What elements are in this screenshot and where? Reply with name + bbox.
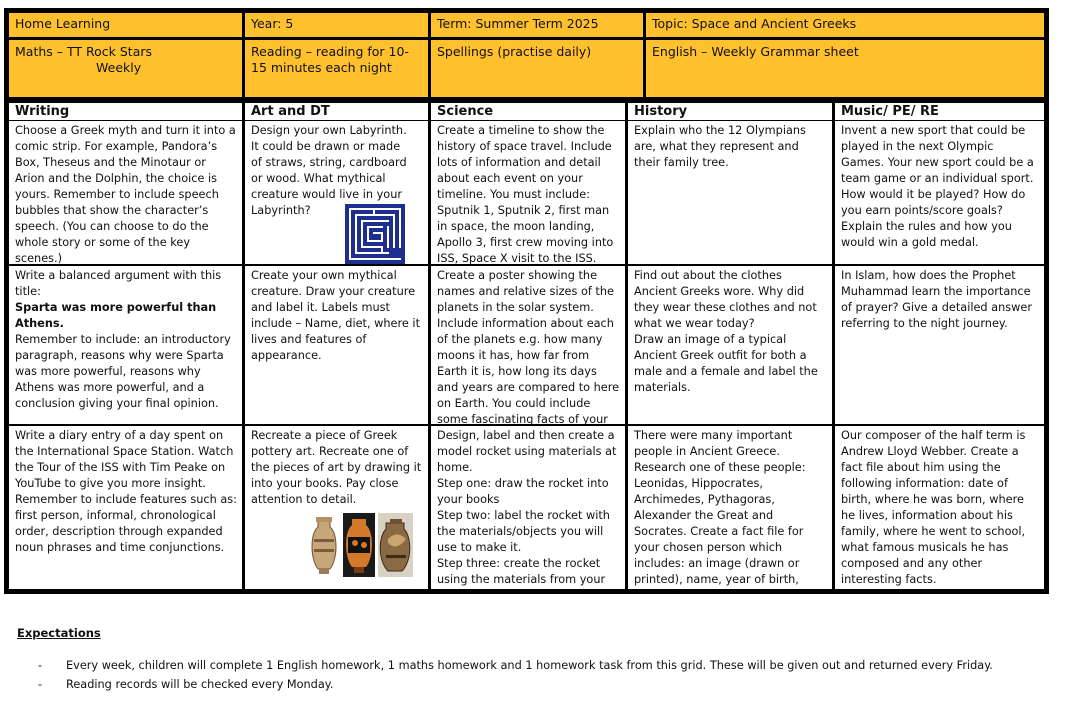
- row2-writing: [9, 266, 242, 424]
- maths-weekly-label: Weekly: [96, 60, 142, 75]
- expectations-bullet-1: [38, 656, 993, 675]
- row1-science: [431, 121, 625, 264]
- row2-history: [628, 266, 832, 424]
- row1-art: [245, 121, 428, 264]
- pottery-vase-2: [343, 513, 375, 577]
- bullet-dash-icon: -: [38, 678, 43, 691]
- row2-music-text: In Islam, how does the Prophet Muhammad learn the importance of prayer? Give a detailed answer referring to the night journey.: [841, 269, 1032, 330]
- header-music: [835, 103, 1044, 120]
- row2-history-text-1: Find out about the clothes Ancient Greeks wore. Why did they wear these clothes and not what we wear today?: [634, 269, 817, 330]
- reading-cell: [245, 40, 428, 97]
- row2-music: [835, 266, 1044, 424]
- row2-writing-title: Sparta was more powerful than Athens.: [15, 301, 217, 330]
- row1-art-text: Design your own Labyrinth. It could be drawn or made of straws, string, cardboard or wood. What mythical creature would live in your Labyrinth?: [251, 124, 407, 217]
- row3-science-text-2: Step one: draw the rocket into your books: [437, 477, 609, 506]
- header-history-label: History: [634, 104, 688, 119]
- header-science-label: Science: [437, 104, 494, 119]
- header-history: [628, 103, 832, 120]
- expectations-list: [38, 656, 993, 694]
- home-learning-label: Home Learning: [15, 16, 111, 31]
- row3-writing: [9, 426, 242, 589]
- topic-cell: [646, 13, 1044, 37]
- row1-music-text-1: Invent a new sport that could be played in the next Olympic Games. Your new sport could be a team game or an individual sport.: [841, 124, 1034, 185]
- spellings-label: Spellings (practise daily): [437, 44, 592, 59]
- year-cell: [245, 13, 428, 37]
- row3-writing-text: Write a diary entry of a day spent on the International Space Station. Watch the Tour of the ISS with Tim Peake on YouTube to give you more insight. Remember to include features such as: first person, informal, chronological order, description through expanded noun phrases and time conjunctions.: [15, 429, 237, 554]
- row3-science: [431, 426, 625, 589]
- reading-label: Reading – reading for 10-15 minutes each night: [251, 44, 409, 75]
- term-label: Term: Summer Term 2025: [437, 16, 599, 31]
- greek-pottery-images: [308, 513, 413, 577]
- row1-music-text-3: Explain the rules and how you would win a gold medal.: [841, 220, 1012, 249]
- home-learning-cell: [9, 13, 242, 37]
- expectations-bullet-2-text: Reading records will be checked every Monday.: [66, 678, 334, 691]
- row3-history-text: There were many important people in Ancient Greece. Research one of these people: Leonidas, Hippocrates, Archimedes, Pythagoras, Alexander the Great and Socrates. Create a fact file for your chosen person which includes: an image (drawn or printed), name, year of birth,: [634, 429, 806, 586]
- row2-science-text: Create a poster showing the names and relative sizes of the planets in the solar system. Include information about each of the planets e.g. how many moons it has, how far from Earth it is, how long its days and years are compared to here on Earth. You could include some fascinating facts of your: [437, 269, 620, 424]
- header-writing-label: Writing: [15, 104, 70, 119]
- row1-writing: [9, 121, 242, 264]
- row3-science-text-3: Step two: label the rocket with the materials/objects you will use to make it.: [437, 509, 610, 554]
- row3-history: [628, 426, 832, 589]
- spellings-cell: [431, 40, 643, 97]
- row1-music: [835, 121, 1044, 264]
- row2-writing-intro: Write a balanced argument with this title:: [15, 269, 222, 298]
- row1-history: [628, 121, 832, 264]
- row3-art-text: Recreate a piece of Greek pottery art. Recreate one of the pieces of art by drawing it into your books. Pay close attention to detail.: [251, 429, 422, 506]
- term-cell: [431, 13, 643, 37]
- year-label: Year: 5: [251, 16, 294, 31]
- row3-art: [245, 426, 428, 589]
- english-cell: [646, 40, 1044, 97]
- header-music-label: Music/ PE/ RE: [841, 104, 939, 119]
- row3-music: [835, 426, 1044, 589]
- expectations-bullet-1-text: Every week, children will complete 1 English homework, 1 maths homework and 1 homework task from this grid. These will be given out and returned every Friday.: [66, 659, 993, 672]
- row3-science-text-4: Step three: create the rocket using the materials from your: [437, 557, 606, 586]
- row3-science-text-1: Design, label and then create a model rocket using materials at home.: [437, 429, 617, 474]
- homework-grid: [4, 8, 1049, 594]
- maths-label: Maths – TT Rock Stars: [15, 44, 153, 59]
- row2-art: [245, 266, 428, 424]
- topic-label: Topic: Space and Ancient Greeks: [652, 16, 857, 31]
- header-science: [431, 103, 625, 120]
- labyrinth-maze-icon: [345, 204, 405, 264]
- header-art: [245, 103, 428, 120]
- expectations-heading: Expectations: [17, 626, 101, 640]
- header-art-label: Art and DT: [251, 104, 330, 119]
- pottery-vase-1: [308, 513, 340, 577]
- row2-science: [431, 266, 625, 424]
- row1-science-text: Create a timeline to show the history of space travel. Include lots of information and detail about each event on your timeline. You must include: Sputnik 1, Sputnik 2, first man in space, the moon landing, Apollo 3, first crew moving into ISS, Space X visit to the ISS.: [437, 124, 614, 264]
- pottery-vase-3: [378, 513, 413, 577]
- row2-writing-rest: Remember to include: an introductory paragraph, reasons why were Sparta was more powerful, reasons why Athens was more powerful, and a conclusion giving your final opinion.: [15, 333, 231, 410]
- header-writing: [9, 103, 242, 120]
- row3-music-text: Our composer of the half term is Andrew Lloyd Webber. Create a fact file about him using the following information: date of birth, where he was born, where he lives, information about his family, where he went to school, what famous musicals he has composed and any other interesting facts.: [841, 429, 1026, 586]
- row2-art-text: Create your own mythical creature. Draw your creature and label it. Labels must include – Name, diet, where it lives and features of appearance.: [251, 269, 420, 362]
- row2-history-text-2: Draw an image of a typical Ancient Greek outfit for both a male and a female and label the materials.: [634, 333, 818, 394]
- row1-writing-text: Choose a Greek myth and turn it into a comic strip. For example, Pandora’s Box, Theseus and the Minotaur or Arion and the Dolphin, the choice is yours. Remember to include speech bubbles that show the character’s speech. (You can choose to do the whole story or some of the key scenes.): [15, 124, 236, 264]
- row1-music-text-2: How would it be played? How do you earn points/score goals?: [841, 188, 1026, 217]
- row1-history-text: Explain who the 12 Olympians are, what they represent and their family tree.: [634, 124, 806, 169]
- maths-cell: [9, 40, 242, 97]
- english-label: English – Weekly Grammar sheet: [652, 44, 859, 59]
- expectations-bullet-2: [38, 675, 993, 694]
- bullet-dash-icon: -: [38, 659, 43, 672]
